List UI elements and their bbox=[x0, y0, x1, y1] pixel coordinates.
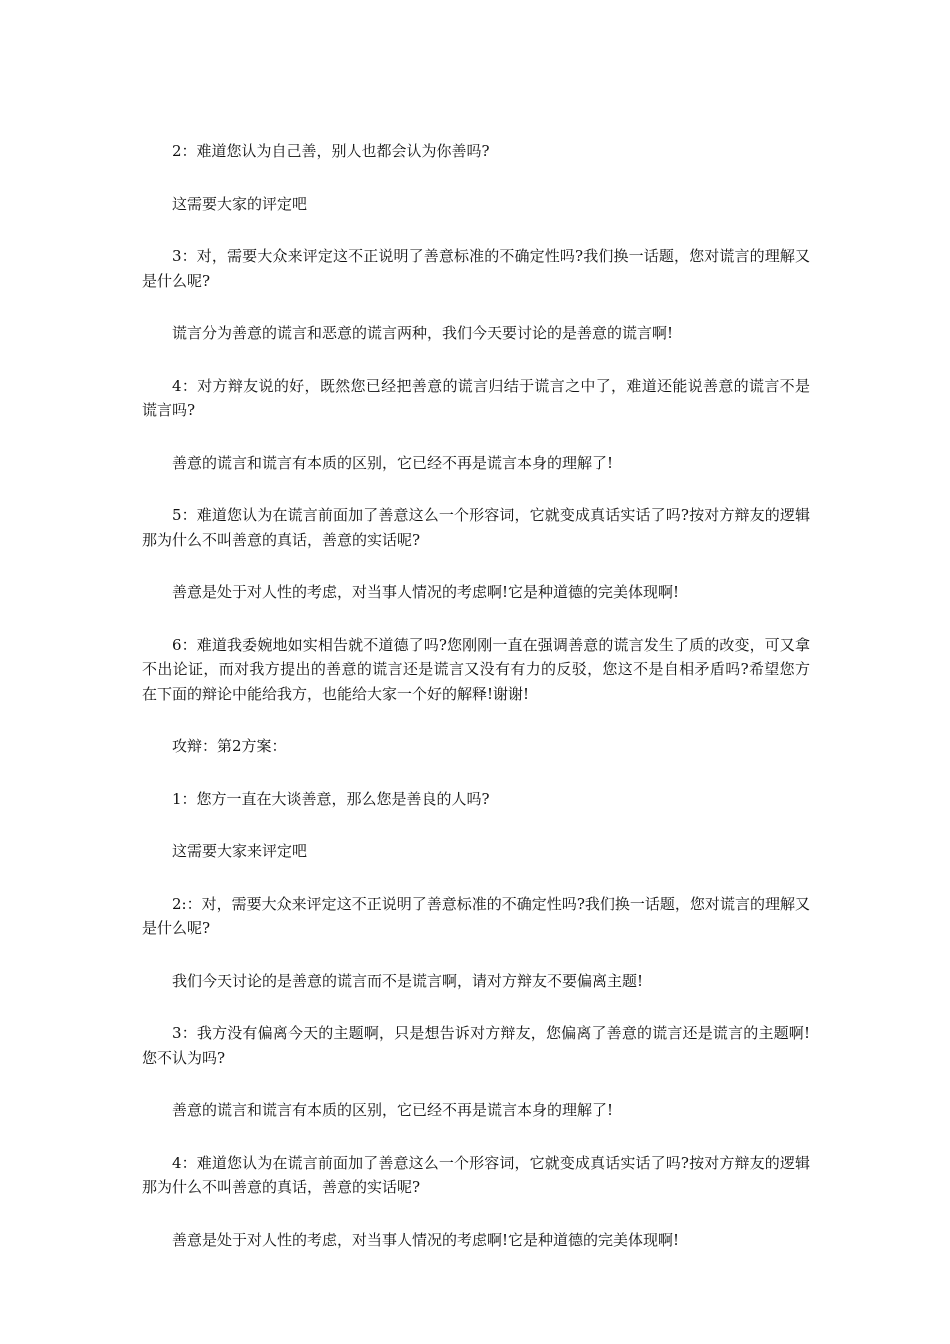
paragraph: 5：难道您认为在谎言前面加了善意这么一个形容词，它就变成真话实话了吗?按对方辩友的逻辑那为什么不叫善意的真话，善意的实话呢? bbox=[142, 506, 810, 549]
paragraph: 善意是处于对人性的考虑，对当事人情况的考虑啊!它是种道德的完美体现啊! bbox=[172, 583, 680, 601]
paragraph: 谎言分为善意的谎言和恶意的谎言两种，我们今天要讨论的是善意的谎言啊! bbox=[172, 324, 674, 342]
paragraph: 我们今天讨论的是善意的谎言而不是谎言啊，请对方辩友不要偏离主题! bbox=[172, 971, 644, 990]
paragraph: 2:：对，需要大众来评定这不正说明了善意标准的不确定性吗?我们换一话题，您对谎言的理解又是什么呢? bbox=[142, 894, 810, 937]
paragraph: 3：我方没有偏离今天的主题啊，只是想告诉对方辩友，您偏离了善意的谎言还是谎言的主题啊!您不认为吗? bbox=[142, 1024, 810, 1067]
paragraph: 善意的谎言和谎言有本质的区别，它已经不再是谎言本身的理解了! bbox=[172, 1101, 614, 1119]
paragraph: 这需要大家的评定吧 bbox=[172, 194, 308, 213]
paragraph: 3：对，需要大众来评定这不正说明了善意标准的不确定性吗?我们换一话题，您对谎言的理解又是什么呢? bbox=[142, 247, 810, 290]
document-page bbox=[142, 139, 810, 1280]
paragraph: 1：您方一直在大谈善意，那么您是善良的人吗? bbox=[172, 789, 490, 808]
paragraph: 4：对方辩友说的好，既然您已经把善意的谎言归结于谎言之中了，难道还能说善意的谎言不是谎言吗? bbox=[142, 376, 810, 419]
section-heading: 攻辩：第2方案： bbox=[172, 737, 287, 755]
paragraph: 4：难道您认为在谎言前面加了善意这么一个形容词，它就变成真话实话了吗?按对方辩友的逻辑那为什么不叫善意的真话，善意的实话呢? bbox=[142, 1153, 810, 1196]
paragraph: 善意的谎言和谎言有本质的区别，它已经不再是谎言本身的理解了! bbox=[172, 453, 614, 472]
paragraph: 2：难道您认为自己善，别人也都会认为你善吗? bbox=[172, 142, 490, 160]
paragraph: 善意是处于对人性的考虑，对当事人情况的考虑啊!它是种道德的完美体现啊! bbox=[172, 1230, 680, 1249]
paragraph: 这需要大家来评定吧 bbox=[172, 842, 308, 860]
paragraph: 6：难道我委婉地如实相告就不道德了吗?您刚刚一直在强调善意的谎言发生了质的改变，可又拿不出论证，而对我方提出的善意的谎言还是谎言又没有有力的反驳，您这不是自相矛盾吗?希望您方在下面的辩论中能给我方，也能给大家一个好的解释!谢谢! bbox=[142, 635, 810, 703]
